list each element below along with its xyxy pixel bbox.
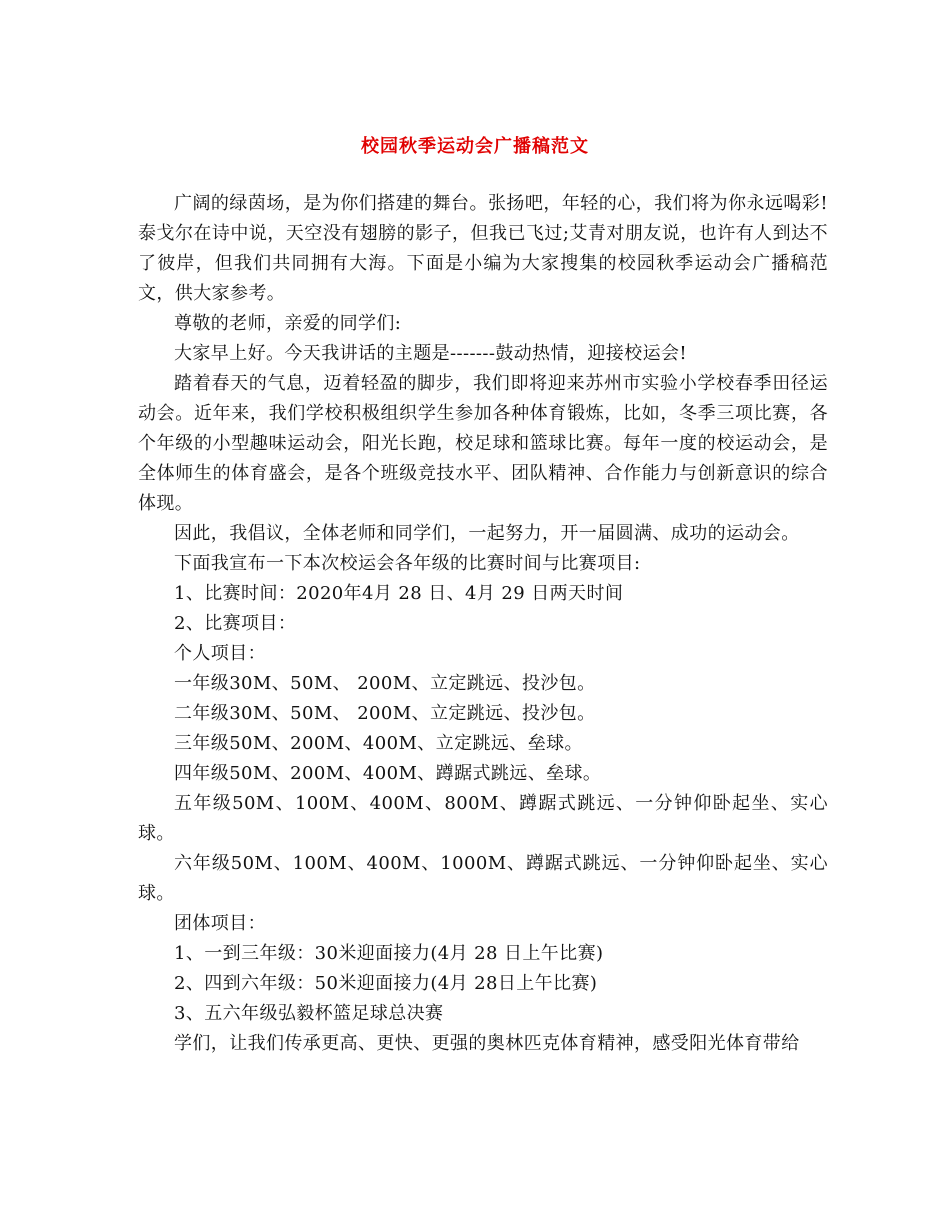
paragraph-team-events: 团体项目： xyxy=(174,913,266,934)
list-item-team-3: 3、五六年级弘毅杯篮足球总决赛 xyxy=(174,1003,444,1024)
list-item-team-2: 2、四到六年级：50米迎面接力(4月 28日上午比赛) xyxy=(174,973,598,994)
list-item-grade-6: 六年级50M、100M、400M、1000M、蹲踞式跳远、一分钟仰卧起坐、实心球。 xyxy=(138,853,828,904)
list-item-grade-2: 二年级30M、50M、 200M、立定跳远、投沙包。 xyxy=(174,703,596,724)
list-item-grade-5: 五年级50M、100M、400M、800M、蹲踞式跳远、一分钟仰卧起坐、实心球。 xyxy=(138,793,828,844)
paragraph-salutation: 尊敬的老师，亲爱的同学们: xyxy=(174,313,402,334)
paragraph-spring-sports-meet: 踏着春天的气息，迈着轻盈的脚步，我们即将迎来苏州市实验小学校春季田径运动会。近年来，我们学校积极组织学生参加各种体育锻炼，比如，冬季三项比赛，各个年级的小型趣味运动会，阳光长跑，校足球和篮球比赛。每年一度的校运动会，是全体师生的体育盛会，是各个班级竞技水平、团队精神、合作能力与创新意识的综合体现。 xyxy=(138,373,828,514)
paragraph-individual-events: 个人项目： xyxy=(174,643,266,664)
list-item-team-1: 1、一到三年级：30米迎面接力(4月 28 日上午比赛) xyxy=(174,943,604,964)
paragraph-schedule: 1、比赛时间：2020年4月 28 日、4月 29 日两天时间 xyxy=(174,583,624,604)
list-item-grade-1: 一年级30M、50M、 200M、立定跳远、投沙包。 xyxy=(174,673,596,694)
list-item-grade-3: 三年级50M、200M、400M、立定跳远、垒球。 xyxy=(174,733,583,754)
document-title: 校园秋季运动会广播稿范文 xyxy=(361,136,589,158)
list-item-grade-4: 四年级50M、200M、400M、蹲踞式跳远、垒球。 xyxy=(174,763,602,784)
document-body xyxy=(138,189,828,1059)
paragraph-proposal: 因此，我倡议，全体老师和同学们，一起努力，开一届圆满、成功的运动会。 xyxy=(174,523,800,544)
paragraph-intro: 广阔的绿茵场，是为你们搭建的舞台。张扬吧，年轻的心，我们将为你永远喝彩!泰戈尔在诗中说，天空没有翅膀的影子，但我已飞过;艾青对朋友说，也许有人到达不了彼岸，但我们共同拥有大海。下面是小编为大家搜集的校园秋季运动会广播稿范文，供大家参考。 xyxy=(138,193,828,304)
paragraph-events-heading: 2、比赛项目： xyxy=(174,613,297,634)
paragraph-announcement: 下面我宣布一下本次校运会各年级的比赛时间与比赛项目: xyxy=(174,553,641,574)
paragraph-greeting: 大家早上好。今天我讲话的主题是-------鼓动热情，迎接校运会! xyxy=(174,343,688,364)
paragraph-closing: 学们，让我们传承更高、更快、更强的奥林匹克体育精神，感受阳光体育带给 xyxy=(174,1033,800,1054)
